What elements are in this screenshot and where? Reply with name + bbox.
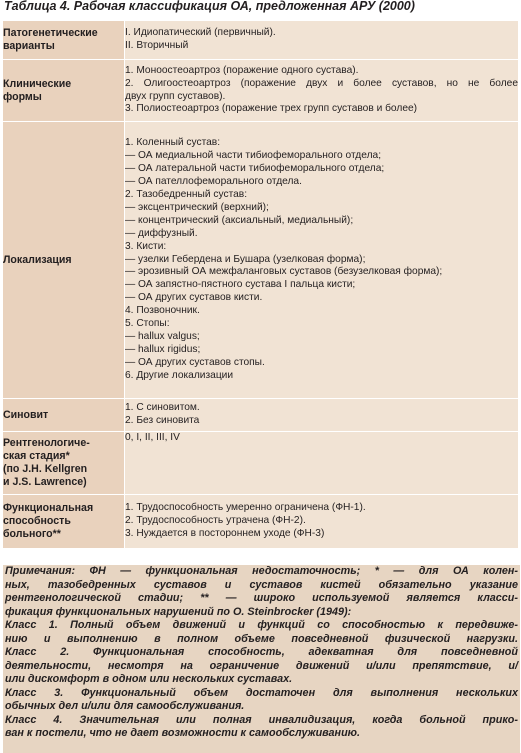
value-line: — ОА медиальной части тибиофеморального отдела; — [125, 150, 382, 162]
label-line: (по J.H. Kellgren — [3, 463, 88, 475]
value-line: — эрозивный ОА межфаланговых суставов (безузелковая форма); — [125, 266, 443, 278]
table-row — [3, 432, 519, 495]
value-line: 2. Трудоспособность утрачена (ФН-2). — [125, 515, 306, 527]
row-value-localization — [125, 122, 519, 399]
label-line: формы — [3, 90, 42, 103]
value-line: 2. Тазобедренный сустав: — [125, 189, 248, 201]
row-value-functional-capacity — [125, 495, 519, 549]
table-notes — [3, 565, 520, 753]
table-row — [3, 122, 519, 399]
label-line: Патогенетические — [3, 27, 98, 40]
label-line: и J.S. Lawrence) — [3, 475, 87, 488]
value-line: 1. Коленный сустав: — [125, 137, 221, 149]
value-line: 3. Полиостеоартроз (поражение трех групп суставов и более) — [125, 103, 418, 115]
note-line: или дискомфорт в одном или нескольких суставах. — [5, 673, 293, 685]
value-line: — узелки Гебердена и Бушара (узелковая форма); — [125, 253, 366, 265]
value-line: — ОА пателлофеморального отдела. — [125, 176, 302, 188]
note-line: Класс 4. Значительная или полная инвалидизация, когда больной прико- — [5, 713, 518, 726]
row-value-radiographic-stage — [125, 432, 519, 495]
row-label-clinical-forms — [3, 60, 125, 122]
value-line: — ОА запястно-пястного сустава I пальца кисти; — [125, 279, 356, 291]
label-line: Рентгенологиче- — [3, 437, 90, 450]
label-line: способность — [3, 515, 71, 528]
note-line: фикация функциональных нарушений по O. Steinbrocker (1949): — [5, 605, 352, 618]
value-line: 1. Трудоспособность умеренно ограничена (ФН-1). — [125, 502, 366, 514]
table-row — [3, 495, 519, 549]
row-value-synovitis — [125, 399, 519, 432]
note-line: ных, тазобедренных суставов и суставов кистей обязательно указание — [5, 578, 518, 591]
label-line: Функциональная — [3, 502, 94, 515]
row-label-synovitis — [3, 399, 125, 432]
row-value-clinical-forms — [125, 60, 519, 122]
label-line: больного** — [3, 527, 61, 540]
classification-table — [2, 20, 519, 549]
table-row — [3, 21, 519, 60]
note-line: нию и выполнению в полном объеме повседневной физической нагрузки. — [5, 632, 518, 645]
value-line: двух групп суставов). — [125, 90, 226, 102]
label-line: ская стадия* — [3, 450, 70, 463]
value-line: 5. Стопы: — [125, 318, 170, 330]
label-line: Локализация — [3, 253, 72, 266]
value-line: 2. Без синовита — [125, 415, 200, 426]
row-label-radiographic-stage — [3, 432, 125, 495]
note-line: ван к постели, что не дает возможности к самообслуживанию. — [5, 727, 360, 739]
value-line: 1. С синовитом. — [125, 402, 200, 414]
note-line: деятельности, несмотря на ограничение движений и/или препятствие, и/ — [5, 659, 518, 672]
value-line: 6. Другие локализации — [125, 369, 234, 381]
row-label-functional-capacity — [3, 495, 125, 549]
note-line: обычных дел и/или для самообслуживания. — [5, 700, 245, 712]
value-line: 0, I, II, III, IV — [125, 432, 180, 443]
value-line: 2. Олигоостеоартроз (поражение двух и более суставов, но не более — [125, 77, 518, 89]
label-line: Клинические — [3, 77, 72, 90]
table-row — [3, 60, 519, 122]
value-line: I. Идиопатический (первичный). — [125, 27, 276, 39]
value-line: II. Вторичный — [125, 40, 189, 51]
row-value-pathogenetic-variants — [125, 21, 519, 60]
value-line: — ОА латеральной части тибиофеморального отдела; — [125, 163, 385, 175]
value-line: 3. Нуждается в постороннем уходе (ФН-3) — [125, 527, 325, 539]
table-row — [3, 399, 519, 432]
label-line: Синовит — [3, 408, 49, 421]
value-line: 4. Позвоночник. — [125, 305, 200, 317]
value-line: — hallux rigidus; — [125, 343, 201, 355]
value-line: 1. Моноостеоартроз (поражение одного сустава). — [125, 64, 359, 76]
value-line: 3. Кисти: — [125, 240, 167, 252]
note-line: Класс 1. Полный объем движений и функций со способностью к передвиже- — [5, 619, 518, 631]
note-line: рентгенологической стадии; ** — широко используемой является класси- — [5, 592, 518, 604]
row-label-localization — [3, 122, 125, 399]
value-line: — эксцентрический (верхний); — [125, 201, 269, 213]
label-line: варианты — [3, 40, 55, 52]
note-line: Класс 2. Функциональная способность, адекватная для повседневной — [5, 646, 518, 658]
value-line: — ОА других суставов стопы. — [125, 356, 265, 368]
table-caption: Таблица 4. Рабочая классификация ОА, предложенная АРУ (2000) — [4, 0, 415, 13]
note-line: Примечания: ФН — функциональная недостаточность; * — для ОА колен- — [5, 565, 518, 577]
value-line: — концентрический (аксиальный, медиальный); — [125, 214, 354, 226]
value-line: — hallux valgus; — [125, 330, 200, 342]
value-line: — диффузный. — [125, 227, 198, 239]
note-line: Класс 3. Функциональный объем достаточен для выполнения нескольких — [5, 686, 518, 699]
value-line: — ОА других суставов кисти. — [125, 292, 263, 304]
row-label-pathogenetic-variants — [3, 21, 125, 60]
